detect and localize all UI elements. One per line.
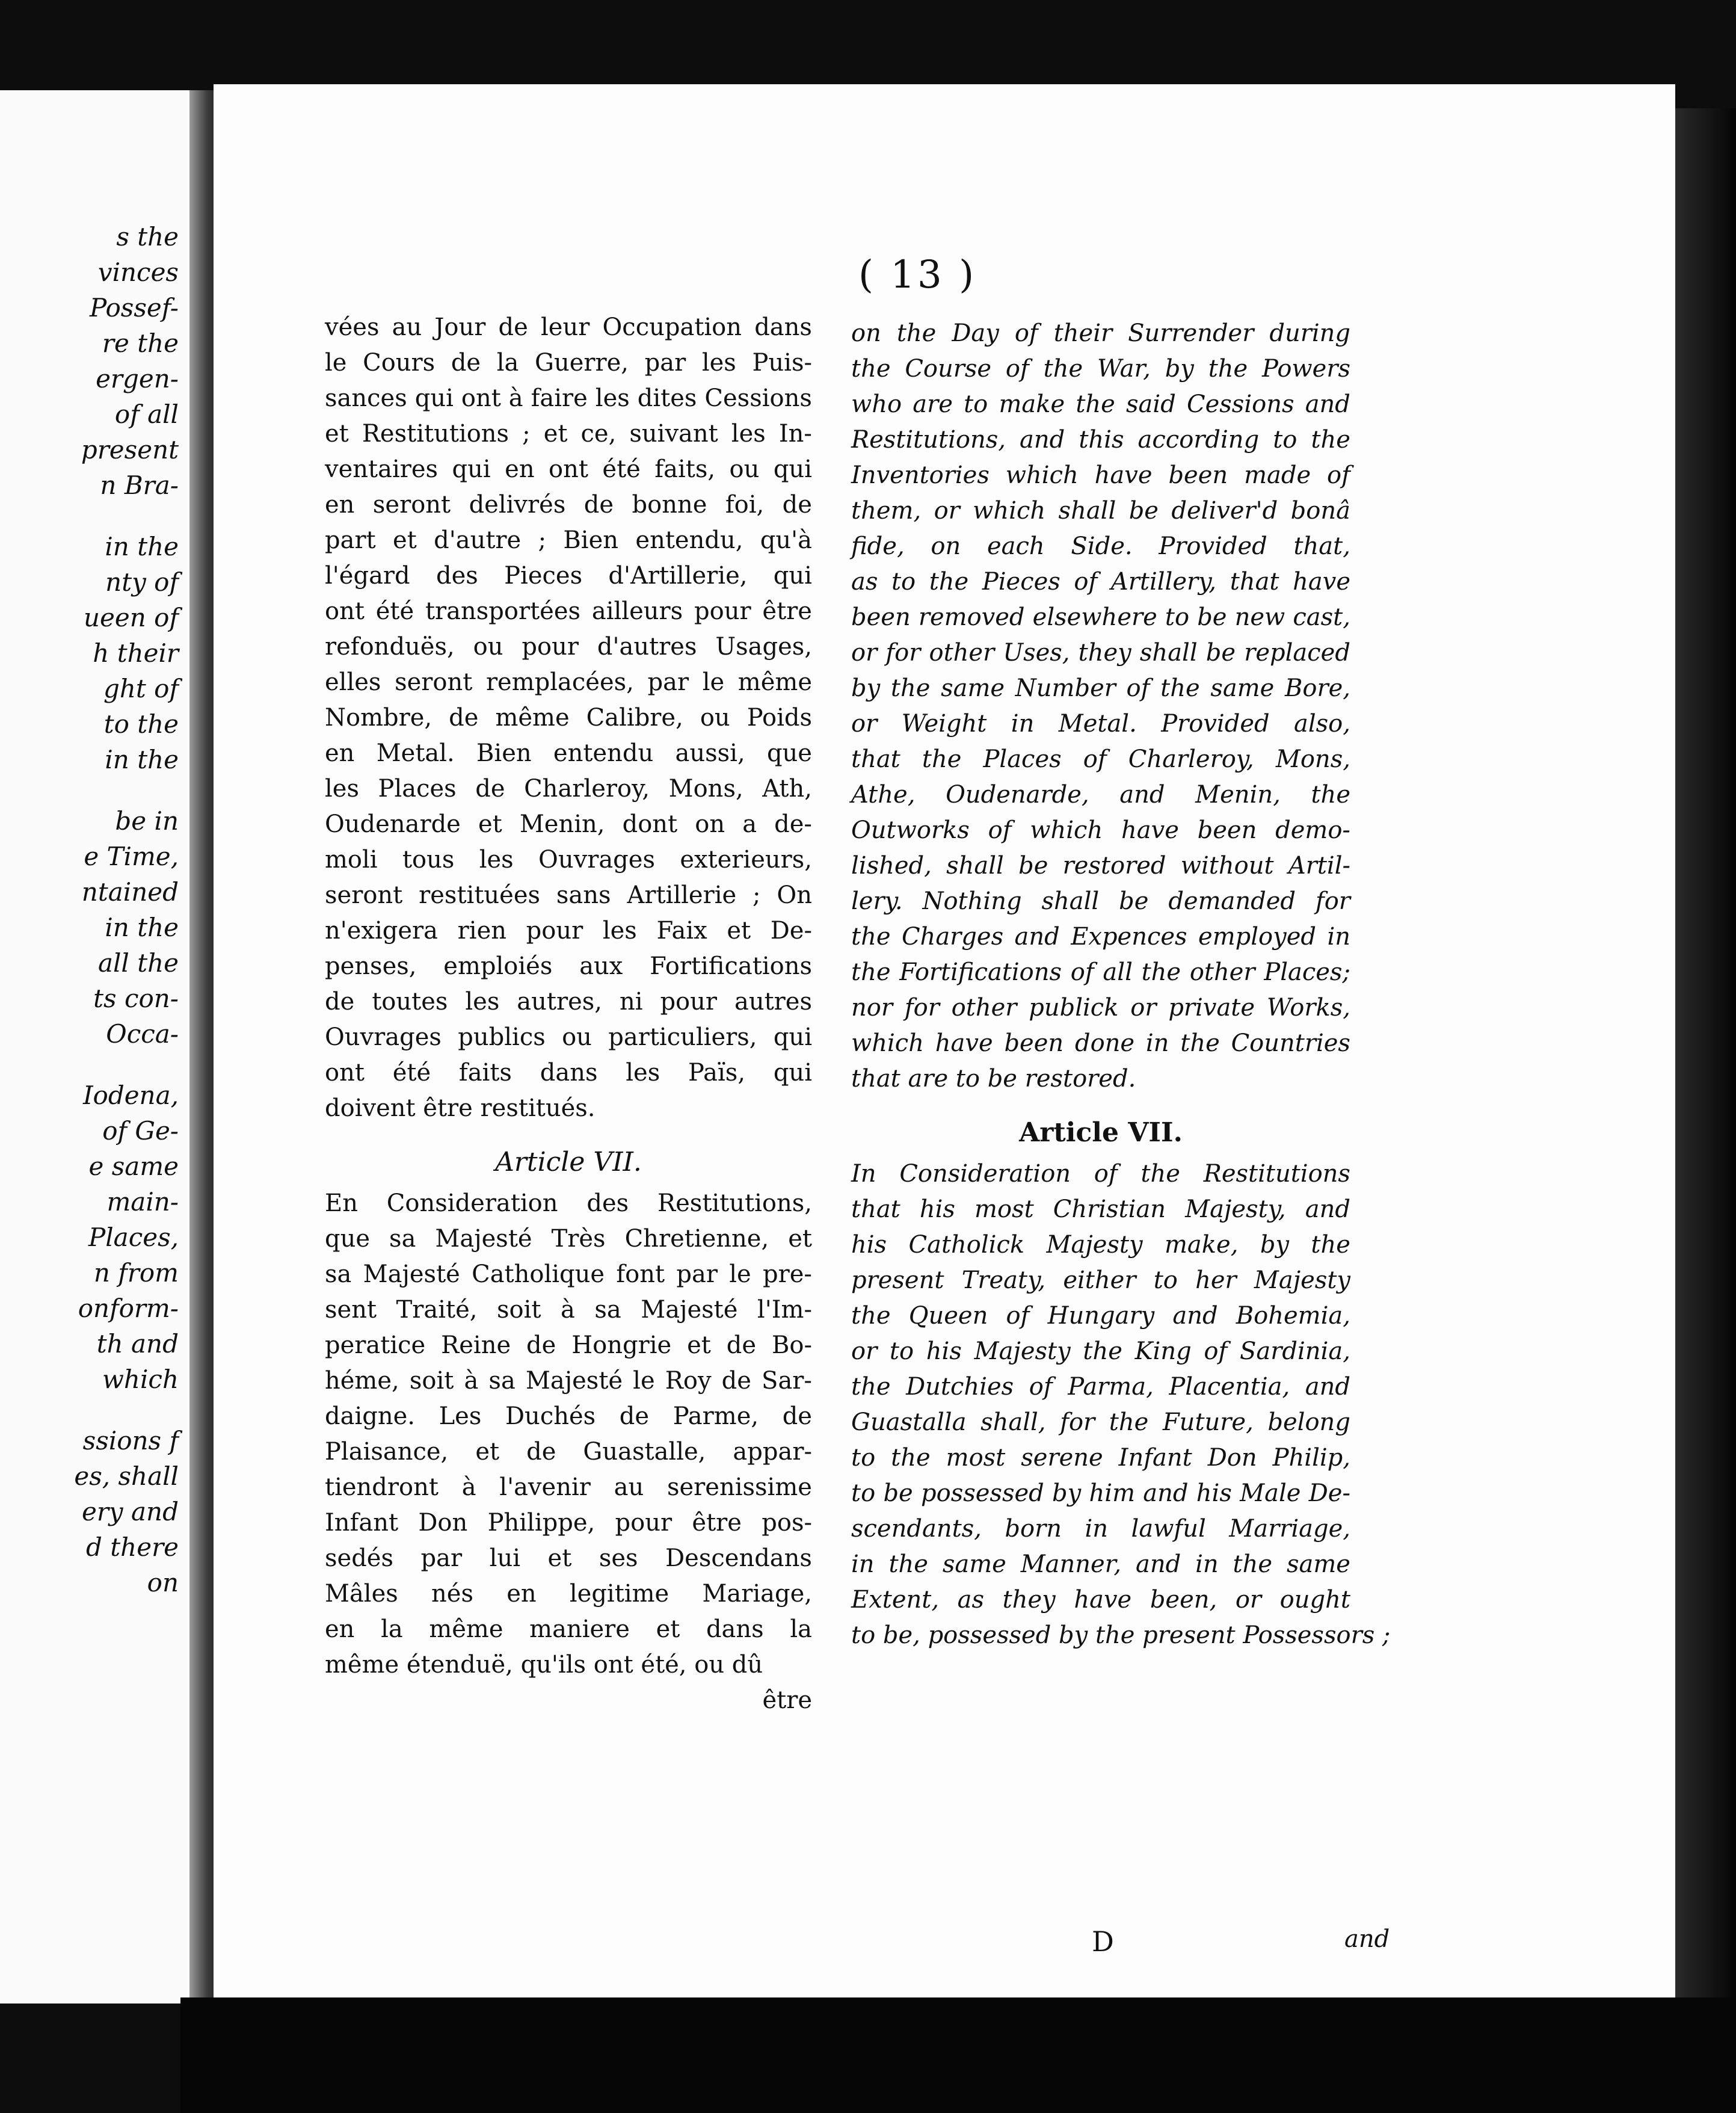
- left-fragment-line: which: [102, 1365, 179, 1394]
- text-line: present Treaty, either to her Majesty: [851, 1266, 1350, 1294]
- text-line: or for other Uses, they shall be replaced: [851, 639, 1350, 667]
- text-line: ventaires qui en ont été faits, ou qui: [325, 455, 812, 483]
- page-edge-shadow: [1675, 108, 1736, 2003]
- text-line: même étenduë, qu'ils ont été, ou dû: [325, 1651, 763, 1679]
- text-line: Oudenarde et Menin, dont on a de-: [325, 810, 812, 838]
- text-line: part et d'autre ; Bien entendu, qu'à: [325, 526, 812, 554]
- left-fragment-line: Iodena,: [82, 1081, 179, 1110]
- text-line: them, or which shall be deliver'd bonâ: [851, 497, 1350, 525]
- left-fragment-line: n Bra-: [100, 470, 179, 500]
- left-fragment-line: es, shall: [74, 1461, 179, 1491]
- left-fragment-line: ueen of: [84, 603, 179, 632]
- text-line: penses, emploiés aux Fortifications: [325, 952, 812, 980]
- text-line: that the Places of Charleroy, Mons,: [851, 745, 1350, 773]
- english-catchword: and: [1344, 1925, 1390, 1953]
- left-fragment-line: e Time,: [84, 842, 179, 871]
- text-line: In Consideration of the Restitutions: [851, 1160, 1350, 1188]
- text-line: En Consideration des Restitutions,: [325, 1189, 812, 1217]
- text-line: in the same Manner, and in the same: [851, 1550, 1350, 1578]
- left-fragment-line: th and: [96, 1329, 179, 1359]
- text-line: les Places de Charleroy, Mons, Ath,: [325, 775, 812, 803]
- left-fragment-line: of all: [114, 399, 179, 429]
- english-paragraph-1: [851, 316, 1350, 1097]
- text-line: Restitutions, and this according to the: [851, 426, 1350, 454]
- text-line: daigne. Les Duchés de Parme, de: [325, 1402, 812, 1430]
- left-fragment-line: main-: [106, 1187, 179, 1217]
- left-fragment-line: present: [81, 435, 179, 464]
- french-paragraph-2: [325, 1186, 812, 1683]
- text-line: who are to make the said Cessions and: [851, 390, 1350, 418]
- left-fragment-line: in the: [105, 913, 179, 942]
- text-line: scendants, born in lawful Marriage,: [851, 1515, 1350, 1543]
- main-page: [214, 84, 1675, 1997]
- left-fragment-line: onform-: [78, 1294, 179, 1323]
- text-line: as to the Pieces of Artillery, that have: [851, 568, 1350, 596]
- text-line: Ouvrages publics ou particuliers, qui: [325, 1023, 812, 1051]
- text-line: that are to be restored.: [851, 1065, 1136, 1093]
- left-fragment-line: d there: [86, 1532, 179, 1562]
- english-column: [851, 316, 1391, 1653]
- french-paragraph-1: [325, 310, 812, 1126]
- text-line: n'exigera rien pour les Faix et De-: [325, 917, 812, 945]
- left-fragment-line: in the: [105, 745, 179, 774]
- french-column: [325, 310, 812, 1718]
- text-line: his Catholick Majesty make, by the: [851, 1231, 1350, 1259]
- french-catchword: [325, 1683, 812, 1718]
- text-line: moli tous les Ouvrages exterieurs,: [325, 846, 812, 874]
- text-line: et Restitutions ; et ce, suivant les In-: [325, 420, 812, 448]
- french-catchword-text: être: [762, 1686, 812, 1714]
- left-fragment-line: ery and: [82, 1497, 179, 1526]
- english-article-heading: Article VII.: [1019, 1117, 1183, 1148]
- text-line: the Course of the War, by the Powers: [851, 355, 1350, 383]
- text-line: que sa Majesté Très Chretienne, et: [325, 1225, 812, 1253]
- left-fragment-line: in the: [105, 532, 179, 561]
- text-line: the Queen of Hungary and Bohemia,: [851, 1302, 1350, 1330]
- text-line: refonduës, ou pour d'autres Usages,: [325, 633, 812, 661]
- text-line: elles seront remplacées, par le même: [325, 668, 812, 696]
- text-line: on the Day of their Surrender during: [851, 319, 1350, 347]
- left-fragment-line: on: [147, 1568, 179, 1597]
- text-line: to be, possessed by the present Possessors ;: [851, 1621, 1391, 1649]
- left-fragment-line: h their: [93, 638, 179, 668]
- text-line: Infant Don Philippe, pour être pos-: [325, 1509, 812, 1537]
- left-fragment-line: all the: [97, 948, 179, 978]
- text-line: le Cours de la Guerre, par les Puis-: [325, 349, 812, 377]
- text-line: peratice Reine de Hongrie et de Bo-: [325, 1331, 812, 1359]
- text-line: en Metal. Bien entendu aussi, que: [325, 739, 812, 767]
- text-line: sa Majesté Catholique font par le pre-: [325, 1260, 812, 1288]
- left-fragment-line: Occa-: [106, 1019, 179, 1049]
- text-line: doivent être restitués.: [325, 1094, 596, 1122]
- text-line: or to his Majesty the King of Sardinia,: [851, 1337, 1350, 1365]
- english-paragraph-2: [851, 1156, 1391, 1653]
- left-fragment-line: ergen-: [96, 364, 179, 393]
- left-fragment-line: ntained: [81, 877, 179, 907]
- text-line: the Fortifications of all the other Places;: [851, 958, 1350, 986]
- page-number: ( 13 ): [858, 253, 977, 297]
- left-page-fragment: [0, 90, 189, 2003]
- text-line: Outworks of which have been demo-: [851, 816, 1350, 844]
- text-line: en seront delivrés de bonne foi, de: [325, 491, 812, 519]
- text-line: en la même maniere et dans la: [325, 1615, 812, 1643]
- left-fragment-line: nty of: [105, 567, 179, 597]
- text-line: Inventories which have been made of: [851, 461, 1350, 489]
- signature-mark: D: [1092, 1925, 1114, 1958]
- left-fragment-line: e same: [88, 1152, 179, 1181]
- text-line: the Dutchies of Parma, Placentia, and: [851, 1373, 1350, 1401]
- text-line: héme, soit à sa Majesté le Roy de Sar-: [325, 1367, 812, 1395]
- text-line: Plaisance, et de Guastalle, appar-: [325, 1438, 812, 1466]
- text-line: lished, shall be restored without Artil-: [851, 852, 1350, 880]
- text-line: by the same Number of the same Bore,: [851, 674, 1350, 702]
- left-fragment-line: ts con-: [93, 984, 179, 1013]
- text-line: ont été faits dans les Païs, qui: [325, 1059, 812, 1087]
- left-fragment-line: re the: [102, 329, 179, 358]
- bottom-shadow: [180, 1997, 1736, 2113]
- text-line: seront restituées sans Artillerie ; On: [325, 881, 812, 909]
- text-line: to be possessed by him and his Male De-: [851, 1479, 1350, 1507]
- text-line: sent Traité, soit à sa Majesté l'Im-: [325, 1296, 812, 1324]
- text-line: Guastalla shall, for the Future, belong: [851, 1408, 1350, 1436]
- left-fragment-line: ssions f: [82, 1426, 179, 1455]
- text-line: lery. Nothing shall be demanded for: [851, 887, 1350, 915]
- french-article-heading: Article VII.: [495, 1147, 642, 1177]
- left-fragment-line: be in: [115, 806, 179, 836]
- left-fragment-line: n from: [93, 1258, 179, 1288]
- left-fragment-line: s the: [116, 222, 179, 251]
- text-line: nor for other publick or private Works,: [851, 994, 1350, 1022]
- text-line: ont été transportées ailleurs pour être: [325, 597, 812, 625]
- text-line: been removed elsewhere to be new cast,: [851, 603, 1350, 631]
- left-fragment-line: ght of: [103, 674, 179, 703]
- left-fragment-line: to the: [103, 709, 179, 739]
- text-line: the Charges and Expences employed in: [851, 923, 1350, 951]
- text-line: de toutes les autres, ni pour autres: [325, 988, 812, 1016]
- text-line: which have been done in the Countries: [851, 1029, 1350, 1057]
- text-line: or Weight in Metal. Provided also,: [851, 710, 1350, 738]
- text-line: tiendront à l'avenir au serenissime: [325, 1473, 812, 1501]
- left-fragment-line: Places,: [88, 1223, 179, 1252]
- text-line: to the most serene Infant Don Philip,: [851, 1444, 1350, 1472]
- left-fragment-line: Possef-: [89, 293, 179, 322]
- text-line: Nombre, de même Calibre, ou Poids: [325, 704, 812, 732]
- text-line: Mâles nés en legitime Mariage,: [325, 1580, 812, 1608]
- left-fragment-line: of Ge-: [102, 1116, 179, 1146]
- text-line: that his most Christian Majesty, and: [851, 1195, 1350, 1223]
- text-line: fide, on each Side. Provided that,: [851, 532, 1350, 560]
- text-line: vées au Jour de leur Occupation dans: [325, 313, 812, 341]
- text-line: sances qui ont à faire les dites Cessions: [325, 384, 812, 412]
- text-line: Athe, Oudenarde, and Menin, the: [851, 781, 1350, 809]
- text-line: l'égard des Pieces d'Artillerie, qui: [325, 562, 812, 590]
- text-line: sedés par lui et ses Descendans: [325, 1544, 812, 1572]
- text-line: Extent, as they have been, or ought: [851, 1586, 1350, 1614]
- left-fragment-line: vinces: [97, 258, 179, 287]
